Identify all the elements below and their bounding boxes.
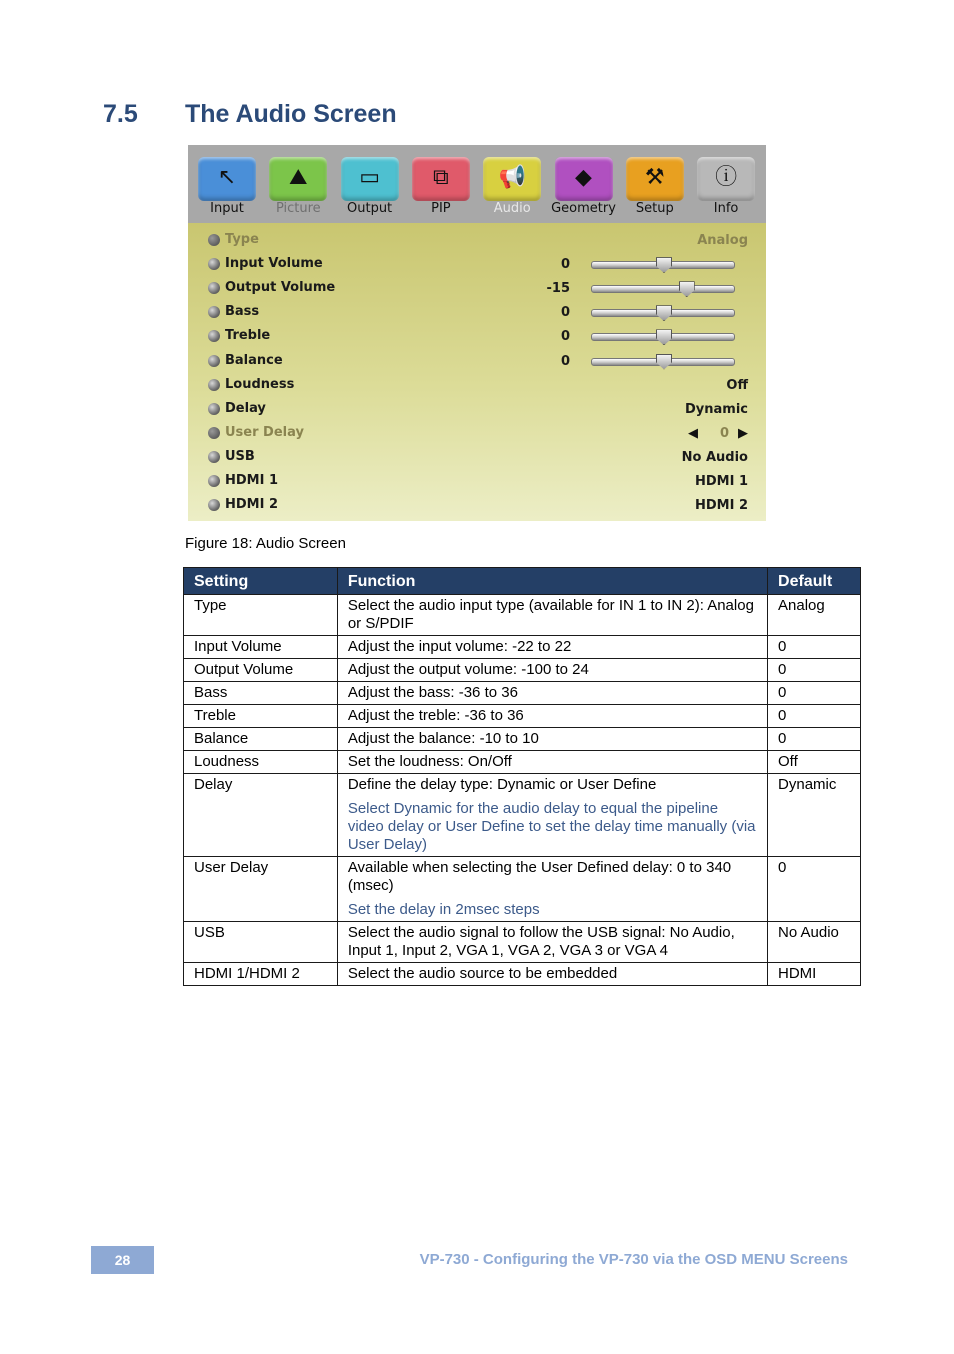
function-text: Adjust the bass: -36 to 36 [347, 684, 518, 701]
cell-setting: Input Volume [184, 636, 338, 659]
osd-tab-label: Info [713, 201, 739, 216]
osd-row-label: USB [225, 448, 255, 464]
slider-knob[interactable] [656, 305, 672, 321]
osd-row-label: Treble [225, 328, 271, 344]
cell-function [337, 682, 767, 705]
osd-row-label: Loudness [225, 376, 295, 392]
cell-function [337, 774, 767, 857]
bullet-icon [208, 355, 220, 367]
osd-row-delay[interactable] [208, 400, 748, 420]
table-row [184, 682, 861, 705]
table-row [184, 963, 861, 986]
cell-default: No Audio [768, 922, 861, 963]
section-title: The Audio Screen [185, 100, 397, 128]
osd-row-treble[interactable] [208, 327, 748, 347]
osd-row-type[interactable] [208, 231, 748, 251]
bullet-icon [208, 234, 220, 246]
osd-row-usb[interactable] [208, 448, 748, 468]
bullet-icon [208, 475, 220, 487]
osd-audio-screenshot [188, 145, 766, 521]
table-row [184, 705, 861, 728]
pointer-icon: ↖ [217, 165, 237, 190]
osd-slider[interactable] [591, 261, 735, 269]
cell-function [337, 595, 767, 636]
cell-setting: HDMI 1/HDMI 2 [184, 963, 338, 986]
osd-row-label: Delay [225, 400, 266, 416]
table-row [184, 922, 861, 963]
function-text: Adjust the balance: -10 to 10 [347, 730, 539, 747]
settings-table [183, 567, 861, 986]
cell-default: Off [768, 751, 861, 774]
cell-function [337, 636, 767, 659]
cell-setting: Output Volume [184, 659, 338, 682]
slider-knob[interactable] [679, 281, 695, 297]
osd-tab-info[interactable] [697, 157, 755, 201]
osd-tab-pip[interactable] [412, 157, 470, 201]
osd-row-value: No Audio [681, 449, 748, 465]
cell-default: 0 [768, 636, 861, 659]
osd-row-label: HDMI 2 [225, 497, 279, 513]
osd-row-label: Output Volume [225, 280, 336, 296]
osd-row-label: Input Volume [225, 256, 323, 272]
function-text: Available when selecting the User Defined delay: 0 to 340 (msec) [347, 859, 732, 894]
bullet-icon [208, 403, 220, 415]
function-text: Select the audio signal to follow the USB signal: No Audio, Input 1, Input 2, VGA 1, VGA 2, VGA 3 or VGA 4 [347, 924, 735, 959]
osd-tab-setup[interactable] [626, 157, 684, 201]
section-heading [103, 100, 397, 129]
osd-tab-geometry[interactable] [555, 157, 613, 201]
cell-default: 0 [768, 659, 861, 682]
table-row [184, 659, 861, 682]
osd-slider[interactable] [591, 285, 735, 293]
slider-knob[interactable] [656, 329, 672, 345]
osd-tab-picture[interactable] [269, 157, 327, 201]
page-number: 28 [91, 1246, 154, 1274]
osd-row-label: Type [225, 232, 259, 247]
osd-stepper-value: 0 [719, 425, 729, 441]
cell-default: Analog [768, 595, 861, 636]
osd-row-loudness[interactable] [208, 376, 748, 396]
cell-default: 0 [768, 857, 861, 922]
osd-row-output-volume[interactable] [208, 279, 748, 299]
osd-row-value: Dynamic [684, 401, 748, 417]
osd-slider[interactable] [591, 333, 735, 341]
osd-tab-label: Input [210, 201, 244, 216]
table-row [184, 774, 861, 857]
osd-row-label: Balance [225, 352, 283, 368]
right-arrow-icon[interactable]: ▶ [738, 425, 748, 441]
osd-tab-output[interactable] [341, 157, 399, 201]
bullet-icon [208, 499, 220, 511]
table-row [184, 636, 861, 659]
bullet-icon [208, 258, 220, 270]
function-note: Set the delay in 2msec steps [347, 901, 540, 918]
table-row [184, 857, 861, 922]
geometry-icon: ◆ [575, 165, 592, 190]
function-text: Define the delay type: Dynamic or User Define [347, 776, 657, 793]
cell-function [337, 659, 767, 682]
cell-setting: Balance [184, 728, 338, 751]
section-number: 7.5 [103, 100, 138, 128]
cell-function [337, 705, 767, 728]
function-text: Set the loudness: On/Off [347, 753, 512, 770]
osd-tab-label: Geometry [551, 201, 616, 216]
osd-row-number: 0 [560, 305, 570, 321]
osd-row-user-delay[interactable] [208, 424, 748, 444]
cell-setting: User Delay [184, 857, 338, 922]
function-text: Adjust the treble: -36 to 36 [347, 707, 524, 724]
table-row [184, 595, 861, 636]
table-row [184, 728, 861, 751]
slider-knob[interactable] [656, 354, 672, 370]
osd-row-balance[interactable] [208, 352, 748, 372]
bullet-icon [208, 282, 220, 294]
cell-default: 0 [768, 728, 861, 751]
slider-knob[interactable] [656, 257, 672, 273]
left-arrow-icon[interactable]: ◀ [688, 425, 698, 441]
footer-title: VP-730 - Configuring the VP-730 via the OSD MENU Screens [419, 1251, 848, 1268]
osd-tab-audio[interactable] [483, 157, 541, 201]
cell-default: Dynamic [768, 774, 861, 857]
cell-function [337, 728, 767, 751]
speaker-icon: 📢 [498, 165, 526, 190]
osd-row-bass[interactable] [208, 303, 748, 323]
osd-row-number: -15 [546, 281, 570, 297]
osd-row-hdmi-2[interactable] [208, 496, 748, 516]
cell-default: 0 [768, 705, 861, 728]
osd-slider[interactable] [591, 309, 735, 317]
picture-icon: ⛰ [289, 165, 308, 190]
osd-tab-input[interactable] [198, 157, 256, 201]
cell-setting: Treble [184, 705, 338, 728]
osd-row-label: User Delay [225, 424, 304, 440]
osd-tab-bar [188, 145, 766, 223]
osd-row-value: HDMI 1 [694, 474, 748, 489]
cell-default: HDMI [768, 963, 861, 986]
cell-default: 0 [768, 682, 861, 705]
osd-row-hdmi-1[interactable] [208, 472, 748, 492]
osd-tab-label: Setup [635, 201, 674, 216]
bullet-icon [208, 306, 220, 318]
header-setting: Setting [184, 568, 338, 595]
osd-settings-panel [188, 223, 766, 521]
osd-row-number: 0 [560, 353, 570, 369]
osd-row-input-volume[interactable] [208, 255, 748, 275]
osd-tab-label: PIP [431, 201, 451, 216]
function-note: Select Dynamic for the audio delay to equal the pipeline video delay or User Define to set the delay time manually (via User Delay) [347, 800, 756, 853]
function-text: Select the audio input type (available for IN 1 to IN 2): Analog or S/PDIF [347, 597, 754, 632]
cell-setting: USB [184, 922, 338, 963]
info-icon: ⓘ [715, 165, 738, 190]
cell-function [337, 922, 767, 963]
pip-icon: ⧉ [433, 165, 449, 190]
table-header-row [184, 568, 861, 595]
figure-caption: Figure 18: Audio Screen [185, 535, 346, 552]
header-default: Default [768, 568, 861, 595]
osd-row-value: HDMI 2 [694, 498, 748, 514]
cell-function [337, 751, 767, 774]
osd-row-number: 0 [560, 329, 570, 345]
function-text: Adjust the input volume: -22 to 22 [347, 638, 572, 655]
cell-function [337, 963, 767, 986]
cell-setting: Type [184, 595, 338, 636]
osd-tab-label: Audio [493, 201, 531, 216]
bullet-icon [208, 330, 220, 342]
osd-row-value: Analog [697, 233, 748, 248]
cell-function [337, 857, 767, 922]
osd-row-value: Off [726, 377, 748, 393]
table-row [184, 751, 861, 774]
cell-setting: Loudness [184, 751, 338, 774]
monitor-icon: ▭ [359, 165, 380, 190]
osd-row-label: Bass [225, 304, 260, 320]
bullet-icon [208, 427, 220, 439]
cell-setting: Bass [184, 682, 338, 705]
function-text: Select the audio source to be embedded [347, 965, 618, 982]
osd-row-label: HDMI 1 [225, 473, 279, 488]
osd-slider[interactable] [591, 358, 735, 366]
header-function: Function [337, 568, 767, 595]
cell-setting: Delay [184, 774, 338, 857]
function-text: Adjust the output volume: -100 to 24 [347, 661, 589, 678]
bullet-icon [208, 451, 220, 463]
osd-tab-label: Picture [275, 201, 321, 216]
osd-row-number: 0 [560, 257, 570, 273]
bullet-icon [208, 379, 220, 391]
osd-tab-label: Output [347, 201, 393, 216]
tools-icon: ⚒ [644, 165, 665, 190]
